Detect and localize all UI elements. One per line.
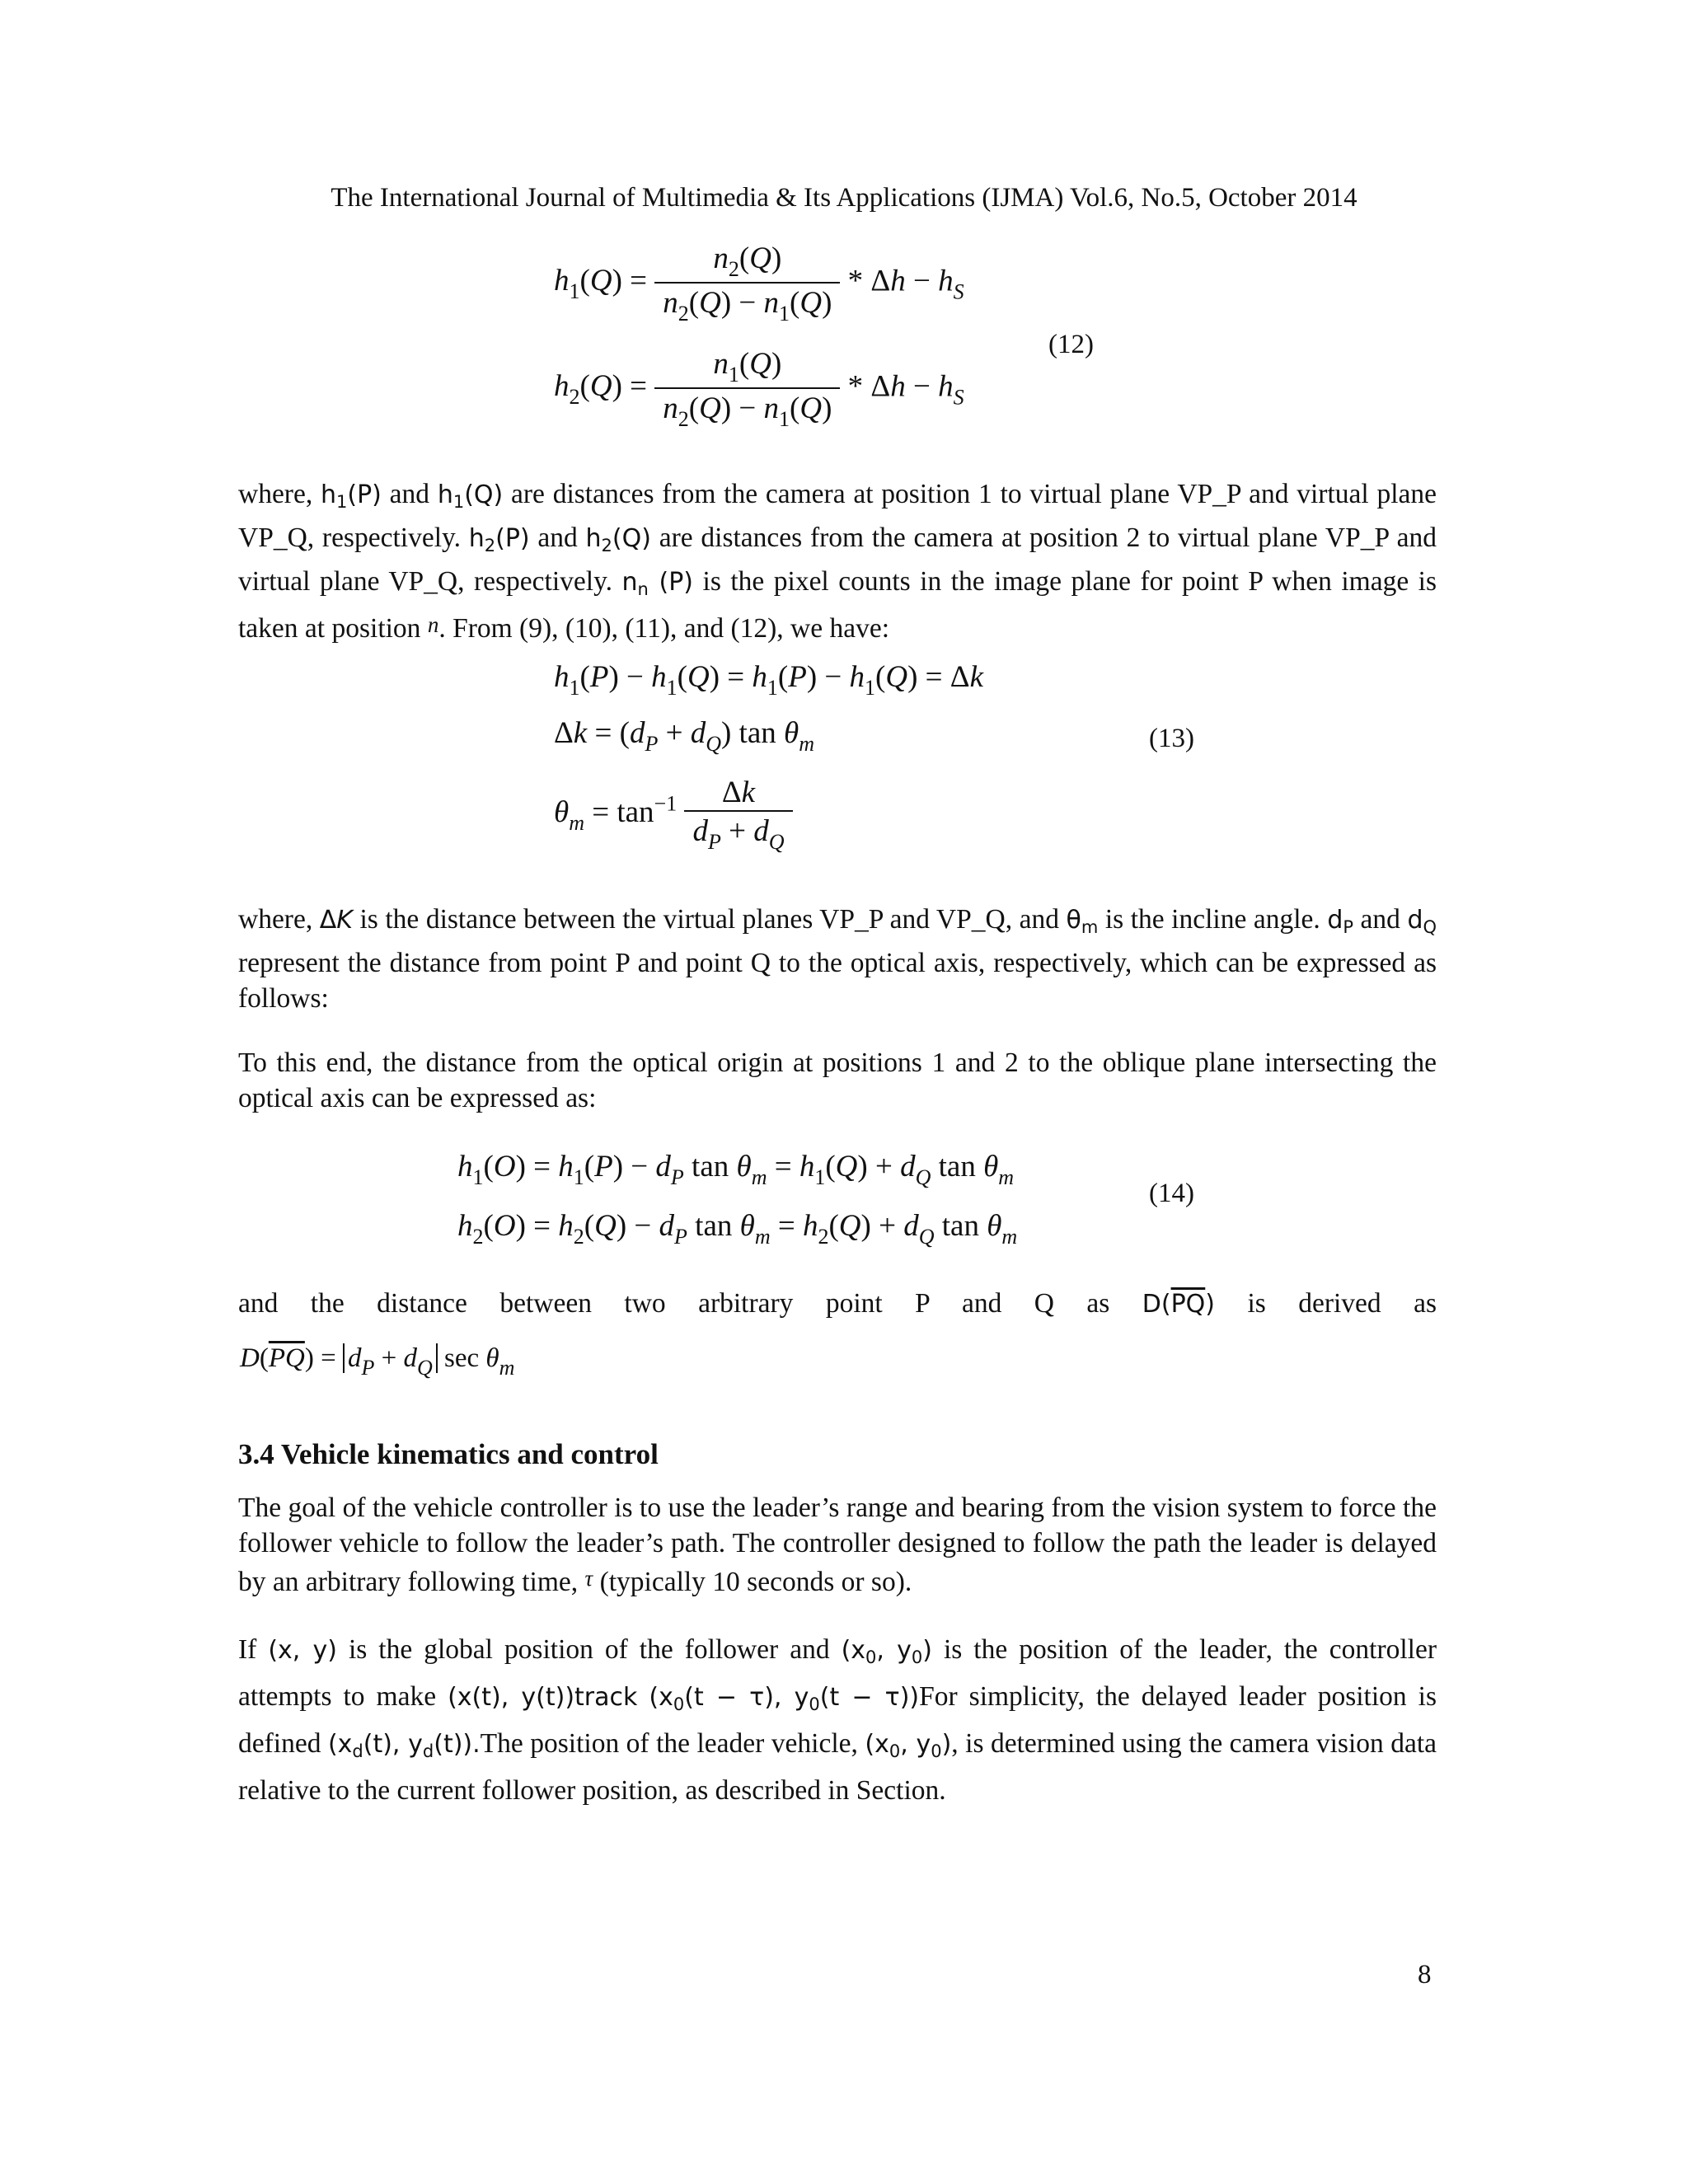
equation-12-line-1: $h_1(Q)$ = $\frac{n_2(Q)}{n_2(Q) - n_1(Q)}$ * $\Delta h - h_S$ [554,241,964,326]
section-heading: 3.4 Vehicle kinematics and control [238,1438,659,1470]
distance-formula: $D(\overline{PQ}) = d_P + d_Q$ $\sec \theta_m$ [240,1343,515,1380]
paragraph-6: If (x, y) is the global position of the follower and ($x_0$, $y_0$) is the position of the leader, the controller attempts to make (x(t), y(t))track ($x_0(t - \tau)$, $y_0(t - \tau))For$ simplicity, the delayed leader position is defined ($x_d(t)$, $y_d(t)).The$ position of the leader vehicle, ($x_0$, $y_0$), is determined using the camera vision data relative to the current follower position, as described in Section. [238,1634,1437,1806]
equation-13-line-1: $h_1(P) - h_1(Q) = h_1(P) - h_1(Q) = \Delta k$ [554,660,984,700]
p6-text-d: The position of the leader vehicle, [480,1728,858,1759]
p6-text-a: is the global position of the follower and [348,1634,830,1665]
paragraph-3: To this end, the distance from the optical origin at positions 1 and 2 to the oblique plane intersecting the optical axis can be expressed as: [238,1047,1437,1113]
p1-text-c: is the pixel counts in the image plane for point P when image is taken at position [238,566,1437,644]
paragraph-5: The goal of the vehicle controller is to use the leader’s range and bearing from the vision system to force the follower vehicle to follow the leader’s path. The controller designed to follow the path the leader is delayed by an arbitrary following time, τ (typically 10 seconds or so). [238,1493,1437,1597]
p6-text-b: is the position of the leader, the controller attempts to make [238,1634,1437,1712]
p5-text: The goal of the vehicle controller is to use the leader’s range and bearing from the vision system to force the follower vehicle to follow the leader’s path. The controller designed to follow the path the leader is delayed by an arbitrary following time, [238,1493,1437,1597]
page-number: 8 [1418,1960,1432,1990]
p2-text-c: represent the distance from point P and point Q to the optical axis, respectively, which can be expressed as follows: [238,948,1437,1014]
p1-text-a: are distances from the camera at position 1 to virtual plane VP_P and virtual plane VP_Q, respectively. [238,479,1437,553]
equation-13-line-2: $\Delta k = (d_P + d_Q)$ $\tan \theta_m$ [554,716,814,756]
equation-14-line-1: $h_1(O) = h_1(P) - d_P$ $\tan \theta_m = h_1(Q) + d_Q$ $\tan \theta_m$ [457,1150,1015,1189]
equation-13-line-3: $\theta_m = \tan^{-1}$ $\frac{\Delta k}{d_P + d_Q}$ [554,775,793,855]
p4-text-b: is derived as [1247,1288,1437,1319]
equation-12-line-2: $h_2(Q)$ = $\frac{n_1(Q)}{n_2(Q) - n_1(Q)}$ * $\Delta h - h_S$ [554,347,964,431]
journal-header: The International Journal of Multimedia & Its Applications (IJMA) Vol.6, No.5, October 2014 [331,183,1357,213]
paragraph-4: and the distance between two arbitrary point P and Q as $D(\overline{PQ})$ is derived as [238,1288,1437,1319]
p5-text-end: (typically 10 seconds or so). [599,1567,912,1597]
equation-12-number: (12) [1048,330,1094,359]
p6-text-e: , is determined using the camera vision data relative to the current follower position, as described in Section. [238,1728,1437,1806]
equation-14-number: (14) [1149,1179,1194,1208]
equation-13-number: (13) [1149,724,1194,753]
p1-text-d: . From (9), (10), (11), and (12), we have: [438,613,890,644]
p2-text-b: is the incline angle. [1104,904,1320,935]
equation-14-line-2: $h_2(O) = h_2(Q) - d_P$ $\tan \theta_m = h_2(Q) + d_Q$ $\tan \theta_m$ [457,1209,1018,1249]
p2-text-a: is the distance between the virtual planes VP_P and VP_Q, and [359,904,1059,935]
p6-text-c: For simplicity, the delayed leader position is defined [238,1681,1437,1759]
paragraph-1: where, $h_1(P)$ and $h_1(Q)$ are distances from the camera at position 1 to virtual plane VP_P and virtual plane VP_Q, respectively. $h_2(P)$ and $h_2(Q)$ are distances from the camera at position 2 to virtual plane VP_P and virtual plane VP_Q, respectively. $n_n$ (P) is the pixel counts in the image plane for point P when image is taken at position n. From (9), (10), (11), and (12), we have: [238,479,1437,644]
p1-text-b: are distances from the camera at position 2 to virtual plane VP_P and virtual plane VP_Q, respectively. [238,523,1437,597]
paragraph-2: where, ΔK is the distance between the virtual planes VP_P and VP_Q, and $\theta_m$ is the incline angle. $d_P$ and $d_Q$ represent the distance from point P and point Q to the optical axis, respectively, which can be expressed as follows: [238,904,1437,1014]
p4-text-a: and the distance between two arbitrary point P and Q as [238,1288,1110,1319]
